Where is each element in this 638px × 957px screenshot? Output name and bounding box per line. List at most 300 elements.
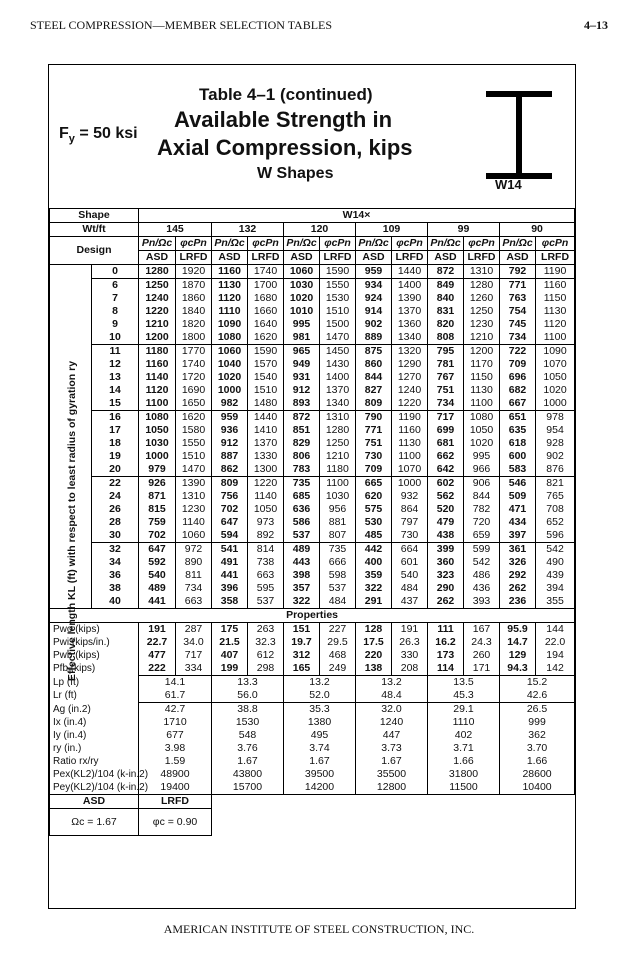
- asd-value: 1240: [139, 292, 176, 305]
- lrfd-value: 738: [248, 556, 284, 569]
- property-value: 495: [284, 729, 356, 742]
- asd-value: 1180: [139, 345, 176, 359]
- asd-value: 959: [356, 265, 392, 279]
- property-value: 45.3: [428, 689, 500, 703]
- lrfd-value: 892: [248, 529, 284, 543]
- kl-value: 32: [92, 543, 139, 557]
- asd-value: 862: [212, 463, 248, 477]
- asd-value: 662: [428, 450, 464, 463]
- kl-value: 8: [92, 305, 139, 318]
- property-label: Lp (ft): [50, 676, 139, 690]
- lrfd-value: 881: [320, 516, 356, 529]
- property-value: 17.5: [356, 636, 392, 649]
- lrfd-value: 1170: [464, 358, 500, 371]
- property-value: 208: [392, 662, 428, 676]
- property-value: 1110: [428, 716, 500, 729]
- y-axis-label: Effective length KL (ft) with respect to least radius of gyration ry: [66, 360, 78, 682]
- lrfd-value: 1130: [392, 437, 428, 450]
- property-value: 260: [464, 649, 500, 662]
- property-value: 15.2: [500, 676, 575, 690]
- asd-value: 635: [500, 424, 536, 437]
- design-label: Design: [50, 237, 139, 265]
- property-row: [50, 623, 575, 637]
- property-value: 111: [428, 623, 464, 637]
- asd-value: 1090: [212, 318, 248, 331]
- asd-value: 399: [428, 543, 464, 557]
- asd-value: 851: [284, 424, 320, 437]
- lrfd-value: 1230: [464, 318, 500, 331]
- lrfd-value: 1510: [176, 450, 212, 463]
- asd-value: 871: [139, 490, 176, 503]
- lrfd-value: 1310: [176, 490, 212, 503]
- property-value: 287: [176, 623, 212, 637]
- asd-value: 441: [212, 569, 248, 582]
- lrfd-value: 1290: [392, 358, 428, 371]
- data-row: [50, 397, 575, 411]
- property-value: 167: [464, 623, 500, 637]
- property-value: 35.3: [284, 703, 356, 717]
- lrfd-value: 1090: [536, 345, 575, 359]
- weight-value: 109: [356, 223, 428, 237]
- asd-value: 1060: [212, 345, 248, 359]
- asd-label: ASD: [356, 251, 392, 265]
- lrfd-label: LRFD: [392, 251, 428, 265]
- lrfd-value: 598: [320, 569, 356, 582]
- asd-value: 702: [212, 503, 248, 516]
- lrfd-value: 542: [536, 543, 575, 557]
- lrfd-value: 537: [248, 595, 284, 609]
- data-row: [50, 516, 575, 529]
- lrfd-value: 1050: [536, 371, 575, 384]
- lrfd-value: 1100: [320, 477, 356, 491]
- kl-value: 10: [92, 331, 139, 345]
- lrfd-value: 1250: [464, 305, 500, 318]
- data-row: [50, 529, 575, 543]
- property-value: 1.66: [428, 755, 500, 768]
- asd-value: 575: [356, 503, 392, 516]
- property-row: [50, 755, 575, 768]
- asd-value: 292: [500, 569, 536, 582]
- property-value: 362: [500, 729, 575, 742]
- property-value: 61.7: [139, 689, 212, 703]
- lrfd-value: 1720: [176, 371, 212, 384]
- asd-value: 1120: [139, 384, 176, 397]
- lrfd-value: 1280: [320, 424, 356, 437]
- property-value: 3.70: [500, 742, 575, 755]
- property-value: 3.73: [356, 742, 428, 755]
- data-row: [50, 411, 575, 425]
- lrfd-value: 1230: [176, 503, 212, 516]
- property-row: [50, 676, 575, 690]
- asd-value: 887: [212, 450, 248, 463]
- property-label: Lr (ft): [50, 689, 139, 703]
- asd-value: 809: [212, 477, 248, 491]
- lrfd-value: 1680: [248, 292, 284, 305]
- lrfd-value: 1250: [320, 437, 356, 450]
- lrfd-value: 486: [464, 569, 500, 582]
- lrfd-value: 1190: [536, 265, 575, 279]
- lrfd-value: 1690: [176, 384, 212, 397]
- asd-value: 959: [212, 411, 248, 425]
- lrfd-value: 1000: [392, 477, 428, 491]
- kl-value: 19: [92, 450, 139, 463]
- asd-value: 875: [356, 345, 392, 359]
- asd-value: 479: [428, 516, 464, 529]
- asd-value: 1100: [139, 397, 176, 411]
- axis-label-cell: [50, 318, 92, 331]
- property-value: 22.7: [139, 636, 176, 649]
- asd-value: 808: [428, 331, 464, 345]
- kl-value: 30: [92, 529, 139, 543]
- asd-value: 751: [428, 384, 464, 397]
- lrfd-value: 821: [536, 477, 575, 491]
- property-label: Pey(KL2)/104 (k-in.2): [50, 781, 139, 795]
- table-title-line1: Available Strength in: [174, 107, 393, 132]
- asd-value: 667: [500, 397, 536, 411]
- asd-value: 763: [500, 292, 536, 305]
- property-value: 165: [284, 662, 320, 676]
- asd-value: 434: [500, 516, 536, 529]
- lrfd-value: 1130: [464, 384, 500, 397]
- asd-value: 809: [356, 397, 392, 411]
- property-row: [50, 768, 575, 781]
- asd-value: 1020: [284, 292, 320, 305]
- property-value: 13.2: [284, 676, 356, 690]
- lrfd-value: 540: [392, 569, 428, 582]
- asd-value: 1080: [139, 411, 176, 425]
- property-value: 24.3: [464, 636, 500, 649]
- lrfd-value: 1550: [176, 437, 212, 450]
- kl-value: 22: [92, 477, 139, 491]
- property-value: 298: [248, 662, 284, 676]
- lrfd-value: 1510: [248, 384, 284, 397]
- shape-header-row: [50, 209, 575, 223]
- lrfd-value: 1400: [320, 371, 356, 384]
- property-value: 717: [176, 649, 212, 662]
- asd-value: 872: [428, 265, 464, 279]
- lrfd-value: 995: [464, 450, 500, 463]
- property-value: 191: [139, 623, 176, 637]
- asd-column-header: Pn/Ωc: [500, 237, 536, 251]
- lrfd-value: 1030: [320, 490, 356, 503]
- asd-value: 783: [284, 463, 320, 477]
- asd-value: 651: [500, 411, 536, 425]
- property-value: 1.66: [500, 755, 575, 768]
- property-row: [50, 716, 575, 729]
- lrfd-value: 1310: [464, 265, 500, 279]
- lrfd-value: 1140: [248, 490, 284, 503]
- lrfd-value: 1440: [392, 265, 428, 279]
- lrfd-value: 1060: [176, 529, 212, 543]
- property-value: 95.9: [500, 623, 536, 637]
- data-row: [50, 331, 575, 345]
- property-value: 35500: [356, 768, 428, 781]
- lrfd-value: 1100: [392, 450, 428, 463]
- lrfd-value: 664: [392, 543, 428, 557]
- asd-value: 982: [212, 397, 248, 411]
- design-header-row: [50, 237, 575, 251]
- data-row: [50, 305, 575, 318]
- data-row: [50, 450, 575, 463]
- asd-value: 471: [500, 503, 536, 516]
- lrfd-value: 972: [176, 543, 212, 557]
- w-shape-icon: [486, 91, 552, 181]
- lrfd-value: 436: [464, 582, 500, 595]
- lrfd-value: 973: [248, 516, 284, 529]
- lrfd-value: 1140: [176, 516, 212, 529]
- lrfd-value: 1700: [248, 279, 284, 293]
- property-value: 43800: [212, 768, 284, 781]
- lrfd-value: 814: [248, 543, 284, 557]
- lrfd-value: 708: [536, 503, 575, 516]
- lrfd-value: 797: [392, 516, 428, 529]
- weight-value: 145: [139, 223, 212, 237]
- property-value: 447: [356, 729, 428, 742]
- asd-column-header: Pn/Ωc: [284, 237, 320, 251]
- asd-value: 840: [428, 292, 464, 305]
- lrfd-value: 1280: [464, 279, 500, 293]
- asd-value: 322: [356, 582, 392, 595]
- kl-value: 6: [92, 279, 139, 293]
- running-head-title: STEEL COMPRESSION—MEMBER SELECTION TABLES: [30, 18, 333, 32]
- lrfd-value: 906: [464, 477, 500, 491]
- lrfd-value: 1860: [176, 292, 212, 305]
- property-label: Ix (in.4): [50, 716, 139, 729]
- lrfd-label: LRFD: [248, 251, 284, 265]
- lrfd-value: 1470: [320, 331, 356, 345]
- asd-value: 893: [284, 397, 320, 411]
- data-row: [50, 543, 575, 557]
- data-row: [50, 569, 575, 582]
- asd-value: 592: [139, 556, 176, 569]
- asd-value: 642: [428, 463, 464, 477]
- lrfd-value: 542: [464, 556, 500, 569]
- asd-value: 397: [500, 529, 536, 543]
- asd-value: 647: [139, 543, 176, 557]
- asd-value: 924: [356, 292, 392, 305]
- asd-value: 438: [428, 529, 464, 543]
- lrfd-value: 902: [536, 450, 575, 463]
- property-value: 477: [139, 649, 176, 662]
- asd-value: 290: [428, 582, 464, 595]
- lrfd-value: 720: [464, 516, 500, 529]
- property-value: 1.67: [284, 755, 356, 768]
- lrfd-value: 1020: [536, 384, 575, 397]
- lrfd-value: 1400: [392, 279, 428, 293]
- property-value: 171: [464, 662, 500, 676]
- axis-label-cell: [50, 279, 92, 293]
- lrfd-value: 1430: [320, 358, 356, 371]
- lrfd-factor-value: φc = 0.90: [139, 809, 212, 836]
- asd-value: 1000: [139, 450, 176, 463]
- table-number: Table 4–1 (continued): [199, 85, 373, 104]
- lrfd-value: 1370: [320, 384, 356, 397]
- asd-value: 236: [500, 595, 536, 609]
- lrfd-value: 1550: [320, 279, 356, 293]
- fy-label: $F_y = 50$ ksi: [59, 125, 138, 146]
- lrfd-value: 1160: [392, 424, 428, 437]
- lrfd-value: 663: [176, 595, 212, 609]
- property-row: [50, 662, 575, 676]
- property-value: 13.5: [428, 676, 500, 690]
- property-value: 1.59: [139, 755, 212, 768]
- strength-table: [49, 208, 575, 836]
- lrfd-value: 1340: [320, 397, 356, 411]
- asd-value: 771: [356, 424, 392, 437]
- lrfd-value: 730: [392, 529, 428, 543]
- property-value: 52.0: [284, 689, 356, 703]
- page-footer: AMERICAN INSTITUTE OF STEEL CONSTRUCTION, INC.: [163, 922, 475, 936]
- asd-value: 682: [500, 384, 536, 397]
- asd-value: 520: [428, 503, 464, 516]
- kl-value: 18: [92, 437, 139, 450]
- property-value: 1380: [284, 716, 356, 729]
- lrfd-value: 1450: [320, 345, 356, 359]
- asd-value: 443: [284, 556, 320, 569]
- asd-value: 949: [284, 358, 320, 371]
- lrfd-value: 932: [392, 490, 428, 503]
- property-label: Pfb (kips): [50, 662, 139, 676]
- lrfd-value: 537: [320, 582, 356, 595]
- data-row: [50, 556, 575, 569]
- asd-value: 489: [139, 582, 176, 595]
- asd-value: 767: [428, 371, 464, 384]
- asd-value: 699: [428, 424, 464, 437]
- property-value: 312: [284, 649, 320, 662]
- property-row: [50, 742, 575, 755]
- property-value: 15700: [212, 781, 284, 795]
- property-value: 48900: [139, 768, 212, 781]
- property-value: 1530: [212, 716, 284, 729]
- asd-value: 1140: [139, 371, 176, 384]
- asd-value: 912: [212, 437, 248, 450]
- asd-value: 681: [428, 437, 464, 450]
- asd-value: 583: [500, 463, 536, 477]
- asd-value: 734: [500, 331, 536, 345]
- property-value: 330: [392, 649, 428, 662]
- property-value: 263: [248, 623, 284, 637]
- asd-value: 872: [284, 411, 320, 425]
- lrfd-value: 484: [320, 595, 356, 609]
- property-value: 22.0: [536, 636, 575, 649]
- asd-value: 831: [428, 305, 464, 318]
- asd-value: 685: [284, 490, 320, 503]
- asd-label: ASD: [139, 251, 176, 265]
- asd-value: 795: [428, 345, 464, 359]
- lrfd-label: LRFD: [320, 251, 356, 265]
- asd-factor-label: ASD: [50, 795, 139, 809]
- lrfd-value: 437: [392, 595, 428, 609]
- lrfd-value: 1210: [464, 331, 500, 345]
- page-number: 4–13: [584, 18, 608, 32]
- property-value: 34.0: [176, 636, 212, 649]
- asd-value: 995: [284, 318, 320, 331]
- property-value: 220: [356, 649, 392, 662]
- asd-value: 965: [284, 345, 320, 359]
- asd-value: 665: [356, 477, 392, 491]
- property-value: 94.3: [500, 662, 536, 676]
- property-value: 175: [212, 623, 248, 637]
- asd-value: 360: [428, 556, 464, 569]
- lrfd-value: 484: [392, 582, 428, 595]
- lrfd-value: 1480: [248, 397, 284, 411]
- asd-value: 702: [139, 529, 176, 543]
- title-area: [49, 65, 574, 207]
- running-head: [30, 18, 608, 34]
- lrfd-column-header: φcPn: [248, 237, 284, 251]
- lrfd-value: 1150: [536, 292, 575, 305]
- weight-label: Wt/ft: [50, 223, 139, 237]
- weight-header-row: [50, 223, 575, 237]
- asd-value: 291: [356, 595, 392, 609]
- property-label: Pwi (kips/in.): [50, 636, 139, 649]
- asd-label: ASD: [212, 251, 248, 265]
- lrfd-value: 1390: [176, 477, 212, 491]
- asd-value: 262: [500, 582, 536, 595]
- lrfd-label: LRFD: [464, 251, 500, 265]
- asd-label: ASD: [284, 251, 320, 265]
- asd-value: 546: [500, 477, 536, 491]
- asd-value: 618: [500, 437, 536, 450]
- lrfd-value: 811: [176, 569, 212, 582]
- property-value: 12800: [356, 781, 428, 795]
- lrfd-value: 1870: [176, 279, 212, 293]
- property-label: ry (in.): [50, 742, 139, 755]
- lrfd-value: 1370: [248, 437, 284, 450]
- axis-label-cell: [50, 331, 92, 345]
- asd-value: 860: [356, 358, 392, 371]
- asd-value: 745: [500, 318, 536, 331]
- asd-value: 400: [356, 556, 392, 569]
- asd-value: 562: [428, 490, 464, 503]
- property-value: 31800: [428, 768, 500, 781]
- asd-value: 323: [428, 569, 464, 582]
- lrfd-column-header: φcPn: [176, 237, 212, 251]
- asd-column-header: Pn/Ωc: [139, 237, 176, 251]
- asd-value: 889: [356, 331, 392, 345]
- lrfd-value: 1570: [248, 358, 284, 371]
- lrfd-value: 596: [536, 529, 575, 543]
- property-value: 1.67: [356, 755, 428, 768]
- asd-value: 1000: [212, 384, 248, 397]
- lrfd-value: 1070: [392, 463, 428, 477]
- lrfd-value: 1590: [248, 345, 284, 359]
- asd-value: 717: [428, 411, 464, 425]
- lrfd-column-header: φcPn: [392, 237, 428, 251]
- lrfd-value: 978: [536, 411, 575, 425]
- lrfd-value: 1300: [248, 463, 284, 477]
- data-row: [50, 595, 575, 609]
- asd-value: 827: [356, 384, 392, 397]
- property-value: 199: [212, 662, 248, 676]
- lrfd-value: 1190: [392, 411, 428, 425]
- lrfd-value: 1200: [464, 345, 500, 359]
- lrfd-value: 1740: [248, 265, 284, 279]
- property-value: 468: [320, 649, 356, 662]
- kl-value: 14: [92, 384, 139, 397]
- lrfd-value: 599: [464, 543, 500, 557]
- property-value: 402: [428, 729, 500, 742]
- lrfd-value: 807: [320, 529, 356, 543]
- lrfd-value: 1370: [392, 305, 428, 318]
- axis-label-cell: [50, 305, 92, 318]
- lrfd-value: 490: [536, 556, 575, 569]
- property-value: 26.3: [392, 636, 428, 649]
- lrfd-value: 394: [536, 582, 575, 595]
- asd-value: 1280: [139, 265, 176, 279]
- property-value: 42.6: [500, 689, 575, 703]
- kl-value: 11: [92, 345, 139, 359]
